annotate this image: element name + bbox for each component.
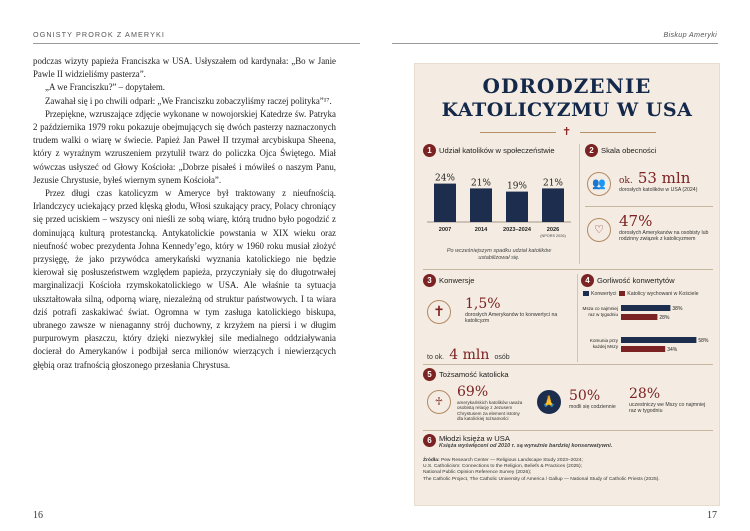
row-label: każdej Mszy bbox=[592, 344, 618, 349]
bar-value-label: 38% bbox=[672, 306, 683, 312]
bar bbox=[621, 314, 657, 320]
stat-label: modli się codziennie bbox=[569, 404, 616, 410]
convert-zeal-bar-chart bbox=[581, 299, 715, 365]
stat-suffix: osób bbox=[494, 354, 510, 361]
category-label: 2007 bbox=[438, 227, 452, 233]
legend-label: Konwertyci bbox=[591, 291, 617, 297]
heart-icon: ♡ bbox=[587, 218, 611, 242]
bar bbox=[434, 184, 456, 222]
running-head-left: OGNISTY PROROK Z AMERYKI bbox=[33, 30, 165, 39]
bar bbox=[621, 305, 670, 311]
category-label: 2026 bbox=[546, 227, 560, 233]
stat-label: uczestniczy we Mszy co najmniej raz w tygodniu bbox=[629, 402, 706, 415]
body-text bbox=[33, 55, 336, 372]
stat-value: 50% bbox=[569, 388, 601, 404]
section-young-priests bbox=[423, 434, 715, 456]
page-number-right: 17 bbox=[707, 510, 717, 521]
sources-label: Źródła: bbox=[423, 458, 440, 463]
stat-value: 1,5% bbox=[465, 296, 501, 312]
bar-value-label: 58% bbox=[698, 338, 709, 344]
people-icon: 👥 bbox=[587, 172, 611, 196]
stat-weekly-mass bbox=[629, 386, 713, 415]
section-number: 5 bbox=[423, 368, 436, 381]
bar bbox=[470, 188, 492, 222]
bar-value-label: 34% bbox=[667, 347, 678, 353]
bar-value-label: 21% bbox=[470, 178, 492, 189]
stat-adult-catholics bbox=[619, 168, 711, 193]
legend-swatch-converts bbox=[583, 291, 589, 296]
section-conversions bbox=[423, 274, 573, 364]
stat-value: 69% bbox=[457, 384, 489, 400]
bar-value-label: 24% bbox=[434, 173, 456, 184]
section-title: Udział katolików w społeczeństwie bbox=[439, 146, 555, 155]
bar-value-label: 28% bbox=[659, 315, 670, 321]
section-title: Młodzi księża w USA bbox=[439, 434, 510, 443]
section-presence bbox=[585, 144, 715, 264]
divider bbox=[423, 269, 713, 270]
section-number: 6 bbox=[423, 434, 436, 447]
stat-value: 28% bbox=[629, 386, 661, 402]
stat-label: amerykańskich katolików uważa osobistą relację z Jezusem Chrystusem za element istotny dla katolickiej tożsamości bbox=[457, 400, 523, 422]
row-label: Msza co najmniej bbox=[582, 306, 618, 311]
category-note: (NPORS 2026) bbox=[540, 234, 566, 238]
source-line: Pew Research Center — Religious Landscape Study 2023–2024; bbox=[440, 458, 583, 463]
section-convert-zeal bbox=[581, 274, 715, 364]
infographic-title-line2: KATOLICYZMU W USA bbox=[441, 99, 693, 121]
stat-prefix: ok. bbox=[619, 176, 633, 186]
heart-cross-icon: ♱ bbox=[427, 390, 451, 414]
legend-label: Katolicy wychowani w Kościele bbox=[627, 291, 699, 297]
section-title: Gorliwość konwertytów bbox=[597, 276, 675, 285]
stat-value: 47% bbox=[619, 212, 653, 230]
legend-swatch-raised bbox=[619, 291, 625, 296]
section-title: Tożsamość katolicka bbox=[439, 370, 509, 379]
chart-caption: Po wcześniejszym spadku udział katolików ustabilizował się. bbox=[446, 248, 552, 261]
stat-connection bbox=[619, 212, 713, 243]
category-label: 2014 bbox=[474, 227, 488, 233]
divider bbox=[585, 206, 713, 207]
infographic bbox=[414, 63, 720, 506]
praying-hands-icon: 🙏 bbox=[537, 390, 561, 414]
section-number: 2 bbox=[585, 144, 598, 157]
stat-value: 53 mln bbox=[637, 169, 691, 187]
stat-relationship bbox=[457, 384, 527, 422]
bar bbox=[542, 188, 564, 222]
catholic-share-bar-chart bbox=[423, 160, 575, 244]
page-number-left: 16 bbox=[33, 510, 43, 521]
section-number: 4 bbox=[581, 274, 594, 287]
stat-converts bbox=[465, 296, 569, 325]
divider bbox=[423, 364, 713, 365]
source-line: The Catholic Project, The Catholic University of America / Gallup — National Study of Catholic Priests (2025). bbox=[423, 476, 660, 482]
title-ornament: ✝ bbox=[480, 128, 656, 138]
source-line: National Public Opinion Reference Survey (2026); bbox=[423, 470, 532, 476]
stat-value: 4 mln bbox=[449, 347, 490, 363]
stat-label: dorosłych Amerykanów to konwertyci na katolicyzm bbox=[465, 312, 558, 325]
cross-icon: ✝ bbox=[427, 300, 451, 324]
paragraph: Zawahał się i po chwili odparł: „We Franciszku zobaczyliśmy raczej polityka”¹⁷. bbox=[45, 95, 332, 106]
header-rule-right bbox=[392, 43, 718, 44]
running-head-right: Biskup Ameryki bbox=[663, 30, 717, 39]
section-divider bbox=[577, 274, 578, 362]
category-label: 2023–2024 bbox=[503, 227, 531, 233]
section-catholic-identity bbox=[423, 368, 715, 428]
bar-value-label: 21% bbox=[542, 178, 564, 189]
section-title: Skala obecności bbox=[601, 146, 657, 155]
divider bbox=[423, 430, 713, 431]
sources bbox=[423, 458, 715, 483]
stat-converts-count bbox=[427, 344, 510, 363]
section-title: Konwersje bbox=[439, 276, 475, 285]
paragraph: Przepiękne, wzruszające zdjęcie wykonane w nowojorskiej Katedrze św. Patryka 2 października 1979 roku pokazuje obejmujących się dwóch pasterzy naznaczonych trudem walki o wiarę w świecie. Papież Jan Paweł II trzymał arcybiskupa Sheena, który z wyraźnym wzruszeniem przytulił twarz do policzka Ojca Świętego. Miał wówczas usłyszeć od Głowy Kościoła: „Dobrze pisałeś i mówiłeś o naszym Panu, Jezusie Chrystusie, byłeś wiernym synem Kościoła”. bbox=[33, 108, 336, 185]
header-rule-left bbox=[33, 43, 360, 44]
paragraph: Przez długi czas katolicyzm w Ameryce był traktowany z nieufnością. Irlandczycy uciekający przed klęską głodu, Włosi szukający pracy, Polacy chroniący się przed uciskiem – wszyscy oni nieśli ze sobą wiarę, którą trudno było pogodzić z dominującą kulturą protestancką. Antykatolickie powstania w XIX wieku oraz nieufność wobec prezydenta Johna Kennedy’ego, który w 1960 roku musiał złożyć przysięgę, że jako przywódca amerykański wyznania katolickiego nie będzie kierował się posłuszeństwem względem papieża, przyczyniały się do długotrwałej marginalizacji Kościoła rzymskokatolickiego w USA. Ale właśnie ta sytuacja ukształtowała silną, odporną wiarę, niezależną od struktur państwowych. I ta wiara dziś potrafi zaskakiwać świat. Ogromna w tym zasługa katolickiego biskupa, ubranego zawsze w nienaganny strój duchowny, z krzyżem na piersi i w długim purpurowym płaszczu, który dzięki niezwykłej sile medialnego oddziaływania docierał do Amerykanów i podbijał serca milionów wierzących i niewierzących głębią oraz trafnością głoszonego przesłania Chrystusa. bbox=[33, 188, 336, 370]
stat-label: dorosłych Amerykanów na osobisty lub rodzinny związek z katolicyzmem bbox=[619, 230, 709, 243]
stat-label: dorosłych katolików w USA (2024) bbox=[619, 187, 698, 193]
source-line: U.S. Catholicism: Connections to the Religion, Beliefs & Practices (2025); bbox=[423, 464, 583, 470]
row-label: raz w tygodniu bbox=[588, 312, 618, 317]
paragraph: „A we Franciszku?” – dopytałem. bbox=[45, 82, 166, 93]
section-catholic-share bbox=[423, 144, 575, 264]
paragraph: podczas wizyty papieża Franciszka w USA. Usłyszałem od kardynała: „Bo w Janie Pawle II widzieliśmy pasterza”. bbox=[33, 56, 336, 80]
bar bbox=[621, 346, 665, 352]
section-divider bbox=[579, 144, 580, 264]
bar-value-label: 19% bbox=[506, 181, 528, 192]
bar bbox=[621, 337, 696, 343]
stat-daily-prayer bbox=[569, 388, 619, 410]
stat-prefix: to ok. bbox=[427, 354, 445, 361]
bar bbox=[506, 192, 528, 222]
section-number: 3 bbox=[423, 274, 436, 287]
infographic-title-line1: ODRODZENIE bbox=[482, 74, 652, 98]
row-label: Komunia przy bbox=[589, 338, 618, 343]
section-number: 1 bbox=[423, 144, 436, 157]
chart-legend bbox=[583, 291, 698, 297]
section-subtitle: Księża wyświęceni od 2010 r. są wyraźnie bardziej konserwatywni. bbox=[439, 443, 613, 449]
